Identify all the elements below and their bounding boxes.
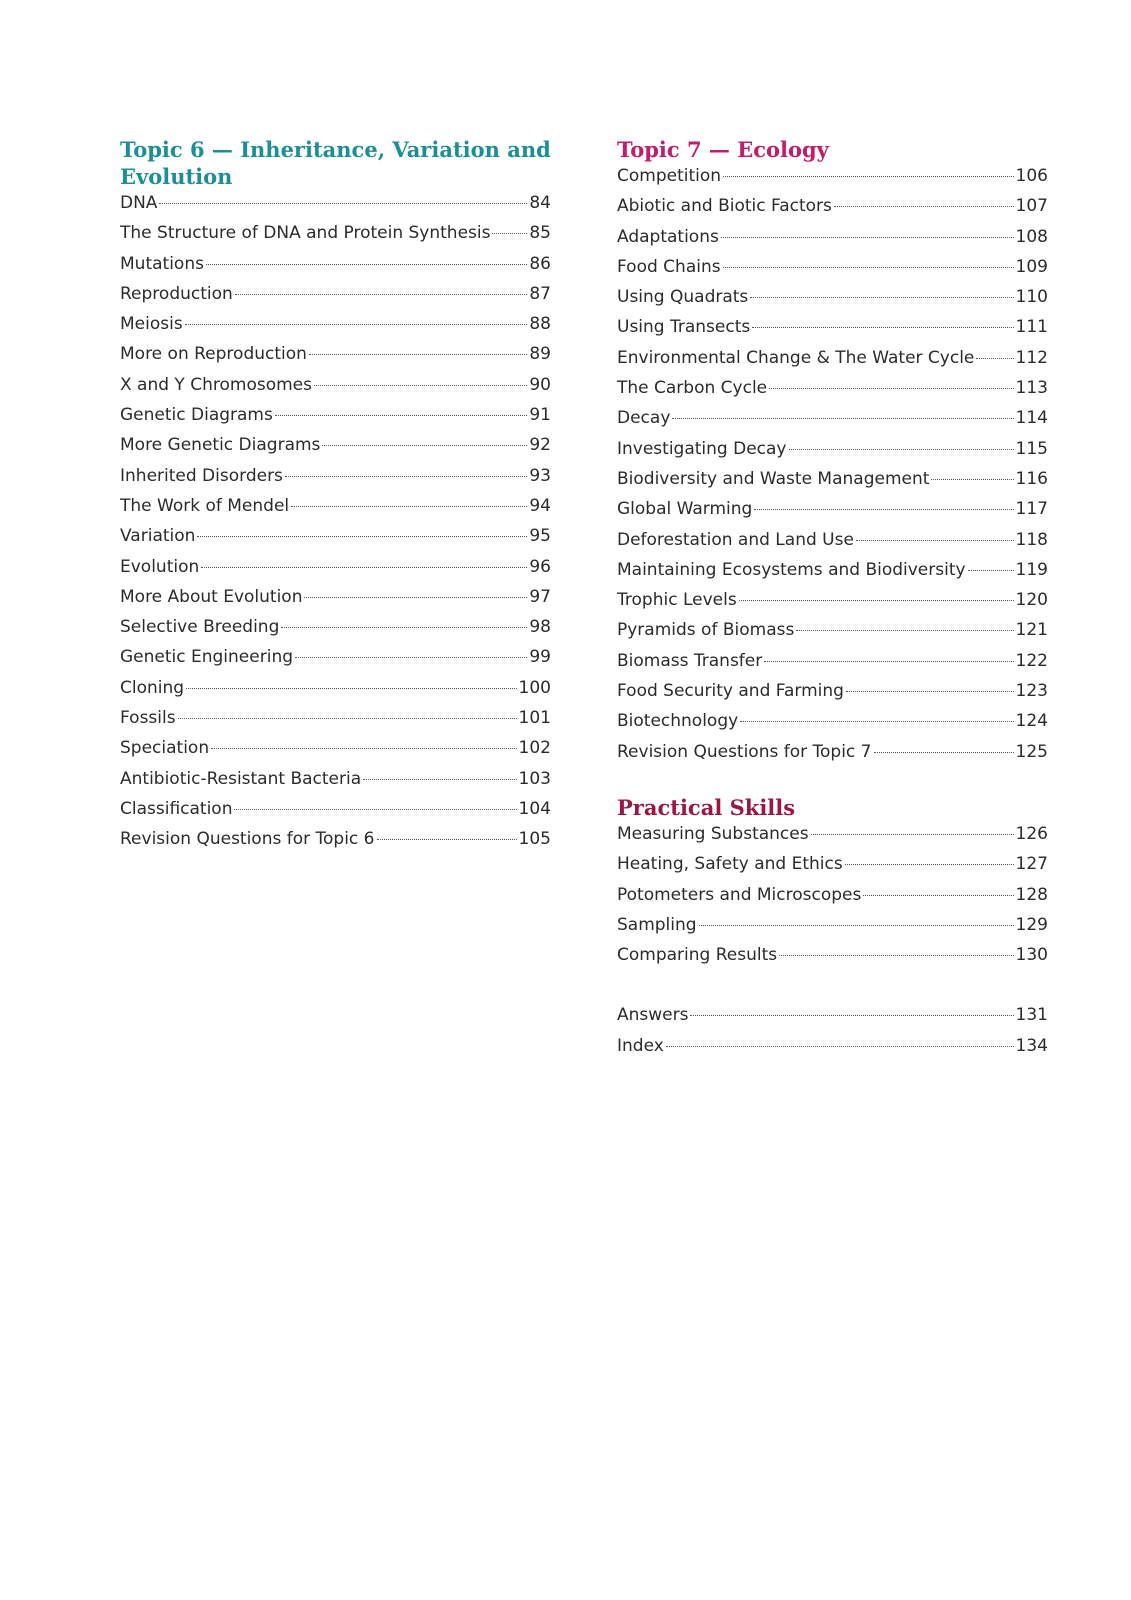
toc-entry-title: The Work of Mendel [120, 495, 290, 516]
toc-entry[interactable] [617, 590, 1048, 620]
toc-entry-page-number: 94 [529, 495, 551, 516]
toc-entry[interactable] [120, 769, 551, 799]
toc-entry-page-number: 126 [1015, 823, 1048, 844]
toc-entry-page-number: 129 [1015, 914, 1048, 935]
toc-entry-title: Competition [617, 166, 722, 186]
dot-leader [834, 206, 1014, 207]
toc-entry-page-number: 124 [1015, 711, 1048, 732]
dot-leader [752, 327, 1013, 328]
topic7-heading: Topic 7 — Ecology [617, 137, 829, 162]
toc-entry[interactable] [120, 738, 551, 768]
dot-leader [309, 354, 527, 355]
toc-entry[interactable] [617, 469, 1048, 499]
toc-entry-page-number: 123 [1015, 681, 1048, 702]
dot-leader [285, 476, 527, 477]
toc-column-right [617, 136, 1048, 1066]
toc-entry-page-number: 86 [529, 253, 551, 274]
toc-entry-page-number: 101 [518, 708, 551, 729]
topic6-entry-list [120, 193, 551, 860]
toc-entry-page-number: 97 [529, 586, 551, 607]
toc-entry-page-number: 95 [529, 526, 551, 547]
topic7-entry-list [617, 166, 1048, 772]
toc-entry-title: Trophic Levels [617, 590, 737, 611]
dot-leader [754, 509, 1013, 510]
toc-entry-title: Evolution [120, 556, 200, 577]
toc-entry[interactable] [617, 560, 1048, 590]
toc-entry[interactable] [617, 348, 1048, 378]
toc-entry[interactable] [617, 439, 1048, 469]
toc-entry-title: Heating, Safety and Ethics [617, 854, 843, 875]
toc-entry-title: DNA [120, 193, 158, 213]
toc-entry-title: Cloning [120, 677, 185, 698]
toc-entry[interactable] [617, 196, 1048, 226]
dot-leader [721, 237, 1014, 238]
dot-leader [739, 600, 1014, 601]
dot-leader [796, 630, 1013, 631]
toc-entry[interactable] [120, 587, 551, 617]
toc-entry[interactable] [617, 257, 1048, 287]
topic6-heading [120, 136, 551, 190]
toc-entry-title: More Genetic Diagrams [120, 435, 321, 456]
toc-entry-page-number: 130 [1015, 945, 1048, 966]
toc-entry-title: Decay [617, 408, 671, 429]
toc-entry-page-number: 87 [529, 283, 551, 304]
toc-entry-page-number: 121 [1015, 620, 1048, 641]
toc-entry[interactable] [617, 227, 1048, 257]
dot-leader [275, 415, 528, 416]
toc-entry-title: Investigating Decay [617, 438, 787, 459]
toc-entry-page-number: 127 [1015, 854, 1048, 875]
toc-entry-page-number: 116 [1015, 468, 1048, 489]
dot-leader [863, 895, 1013, 896]
toc-entry-title: Comparing Results [617, 945, 778, 966]
toc-entry-title: The Structure of DNA and Protein Synthesis [120, 223, 491, 244]
dot-leader [699, 925, 1014, 926]
dot-leader [968, 570, 1014, 571]
toc-entry-page-number: 131 [1015, 1005, 1048, 1026]
toc-entry[interactable] [120, 557, 551, 587]
dot-leader [197, 536, 527, 537]
dot-leader [723, 176, 1014, 177]
toc-entry[interactable] [120, 344, 551, 374]
toc-entry-title: Using Quadrats [617, 287, 749, 308]
dot-leader [178, 718, 517, 719]
toc-entry-title: Sampling [617, 914, 697, 935]
toc-entry-title: Meiosis [120, 314, 183, 335]
toc-entry-page-number: 108 [1015, 226, 1048, 247]
toc-entry[interactable] [617, 499, 1048, 529]
toc-entry[interactable] [617, 1005, 1048, 1035]
dot-leader [211, 748, 516, 749]
dot-leader [666, 1046, 1014, 1047]
toc-entry[interactable] [120, 193, 551, 223]
dot-leader [281, 627, 527, 628]
toc-entry-page-number: 119 [1015, 559, 1048, 580]
dot-leader [363, 779, 516, 780]
toc-entry-title: Global Warming [617, 499, 753, 520]
dot-leader [845, 864, 1014, 865]
toc-entry-page-number: 100 [518, 677, 551, 698]
toc-entry-page-number: 107 [1015, 196, 1048, 217]
toc-entry-page-number: 115 [1015, 438, 1048, 459]
toc-entry-title: Pyramids of Biomass [617, 620, 795, 641]
toc-entry-title: Maintaining Ecosystems and Biodiversity [617, 559, 966, 580]
toc-entry-page-number: 105 [518, 829, 551, 850]
toc-entry-title: Reproduction [120, 283, 233, 304]
toc-entry-page-number: 93 [529, 465, 551, 486]
dot-leader [723, 267, 1014, 268]
dot-leader [856, 540, 1014, 541]
toc-entry-page-number: 96 [529, 556, 551, 577]
toc-entry[interactable] [120, 496, 551, 526]
toc-entry[interactable] [120, 647, 551, 677]
toc-entry[interactable] [120, 617, 551, 647]
dot-leader [931, 479, 1013, 480]
toc-entry[interactable] [617, 378, 1048, 408]
toc-entry-title: Measuring Substances [617, 823, 809, 844]
toc-entry-title: Selective Breeding [120, 617, 280, 638]
toc-entry-title: Speciation [120, 738, 210, 759]
toc-entry-page-number: 134 [1015, 1035, 1048, 1056]
toc-entry-page-number: 118 [1015, 529, 1048, 550]
toc-entry-title: Genetic Engineering [120, 647, 294, 668]
topic6-heading-line1: Topic 6 — Inheritance, Variation and [120, 137, 551, 162]
toc-entry[interactable] [120, 223, 551, 253]
dot-leader [235, 294, 528, 295]
toc-entry[interactable] [617, 885, 1048, 915]
toc-entry-page-number: 110 [1015, 287, 1048, 308]
toc-entry-page-number: 114 [1015, 408, 1048, 429]
dot-leader [811, 834, 1014, 835]
toc-entry-title: Revision Questions for Topic 7 [617, 741, 872, 762]
toc-entry-title: Mutations [120, 253, 204, 274]
toc-entry-title: More About Evolution [120, 586, 303, 607]
toc-entry[interactable] [617, 620, 1048, 650]
toc-entry-title: Revision Questions for Topic 6 [120, 829, 375, 850]
toc-entry-page-number: 106 [1015, 166, 1048, 186]
practical-skills-heading: Practical Skills [617, 794, 796, 820]
topic6-heading-line2: Evolution [120, 164, 233, 189]
toc-entry[interactable] [617, 854, 1048, 884]
toc-entry-page-number: 120 [1015, 590, 1048, 611]
toc-entry[interactable] [617, 1036, 1048, 1066]
toc-entry-page-number: 103 [518, 768, 551, 789]
toc-entry-page-number: 112 [1015, 347, 1048, 368]
toc-entry[interactable] [617, 317, 1048, 347]
toc-entry-title: Biomass Transfer [617, 650, 763, 671]
toc-entry[interactable] [120, 678, 551, 708]
toc-entry[interactable] [120, 829, 551, 859]
dot-leader [789, 449, 1014, 450]
dot-leader [976, 358, 1013, 359]
toc-entry[interactable] [120, 435, 551, 465]
toc-entry-page-number: 85 [529, 223, 551, 244]
toc-entry-title: Deforestation and Land Use [617, 529, 854, 550]
toc-entry[interactable] [120, 466, 551, 496]
toc-entry-title: Biotechnology [617, 711, 739, 732]
toc-entry-page-number: 125 [1015, 741, 1048, 762]
toc-entry-page-number: 89 [529, 344, 551, 365]
toc-entry-page-number: 99 [529, 647, 551, 668]
dot-leader [492, 233, 527, 234]
toc-entry-page-number: 111 [1015, 317, 1048, 338]
toc-entry[interactable] [617, 742, 1048, 772]
toc-column-left [120, 136, 551, 860]
toc-entry[interactable] [120, 799, 551, 829]
dot-leader [186, 688, 516, 689]
toc-entry-title: Food Security and Farming [617, 681, 844, 702]
toc-entry[interactable] [617, 408, 1048, 438]
toc-entry[interactable] [617, 287, 1048, 317]
toc-entry-title: Abiotic and Biotic Factors [617, 196, 832, 217]
dot-leader [672, 418, 1013, 419]
toc-entry-title: Antibiotic-Resistant Bacteria [120, 768, 362, 789]
toc-entry-title: Classification [120, 798, 233, 819]
dot-leader [304, 597, 527, 598]
toc-entry[interactable] [120, 314, 551, 344]
toc-entry[interactable] [120, 526, 551, 556]
toc-entry-title: Variation [120, 526, 196, 547]
toc-entry[interactable] [120, 405, 551, 435]
toc-entry-page-number: 113 [1015, 378, 1048, 399]
toc-entry-title: More on Reproduction [120, 344, 307, 365]
toc-entry-title: The Carbon Cycle [617, 378, 768, 399]
toc-entry-title: X and Y Chromosomes [120, 374, 312, 395]
dot-leader [291, 506, 527, 507]
dot-leader [159, 203, 527, 204]
dot-leader [764, 661, 1013, 662]
toc-entry-title: Inherited Disorders [120, 465, 283, 486]
toc-entry[interactable] [120, 284, 551, 314]
toc-entry-page-number: 117 [1015, 499, 1048, 520]
dot-leader [201, 567, 527, 568]
backmatter-entry-list [617, 1005, 1048, 1066]
toc-entry-title: Genetic Diagrams [120, 405, 273, 426]
dot-leader [750, 297, 1013, 298]
toc-entry-title: Fossils [120, 708, 176, 729]
dot-leader [185, 324, 528, 325]
toc-entry-title: Adaptations [617, 226, 719, 247]
dot-leader [314, 385, 527, 386]
dot-leader [322, 445, 527, 446]
toc-entry-page-number: 91 [529, 405, 551, 426]
toc-entry-page-number: 90 [529, 374, 551, 395]
toc-entry-title: Environmental Change & The Water Cycle [617, 347, 975, 368]
toc-entry-title: Biodiversity and Waste Management [617, 468, 930, 489]
toc-entry[interactable] [617, 915, 1048, 945]
backmatter-spacer [617, 975, 1048, 1005]
dot-leader [874, 752, 1014, 753]
toc-entry[interactable] [617, 681, 1048, 711]
toc-entry[interactable] [120, 375, 551, 405]
toc-entry-page-number: 98 [529, 617, 551, 638]
toc-entry-title: Using Transects [617, 317, 751, 338]
toc-entry-page-number: 102 [518, 738, 551, 759]
toc-entry-page-number: 84 [529, 193, 551, 213]
practical-skills-entry-list [617, 824, 1048, 975]
toc-entry-title: Answers [617, 1005, 689, 1026]
dot-leader [234, 809, 516, 810]
toc-entry-page-number: 109 [1015, 256, 1048, 277]
toc-entry-page-number: 92 [529, 435, 551, 456]
dot-leader [769, 388, 1013, 389]
toc-entry-page-number: 104 [518, 798, 551, 819]
toc-entry[interactable] [120, 708, 551, 738]
toc-entry[interactable] [617, 166, 1048, 196]
toc-entry[interactable] [120, 254, 551, 284]
toc-entry-page-number: 122 [1015, 650, 1048, 671]
toc-entry-title: Index [617, 1035, 664, 1056]
dot-leader [377, 839, 517, 840]
toc-entry[interactable] [617, 530, 1048, 560]
toc-entry-title: Food Chains [617, 256, 721, 277]
dot-leader [779, 955, 1013, 956]
toc-entry[interactable] [617, 651, 1048, 681]
dot-leader [846, 691, 1014, 692]
toc-entry[interactable] [617, 945, 1048, 975]
toc-entry-page-number: 128 [1015, 884, 1048, 905]
dot-leader [206, 264, 527, 265]
toc-entry-title: Potometers and Microscopes [617, 884, 862, 905]
dot-leader [295, 657, 527, 658]
dot-leader [740, 721, 1013, 722]
toc-entry[interactable] [617, 711, 1048, 741]
section-spacer [617, 772, 1048, 794]
toc-entry-page-number: 88 [529, 314, 551, 335]
toc-entry[interactable] [617, 824, 1048, 854]
dot-leader [690, 1015, 1013, 1016]
